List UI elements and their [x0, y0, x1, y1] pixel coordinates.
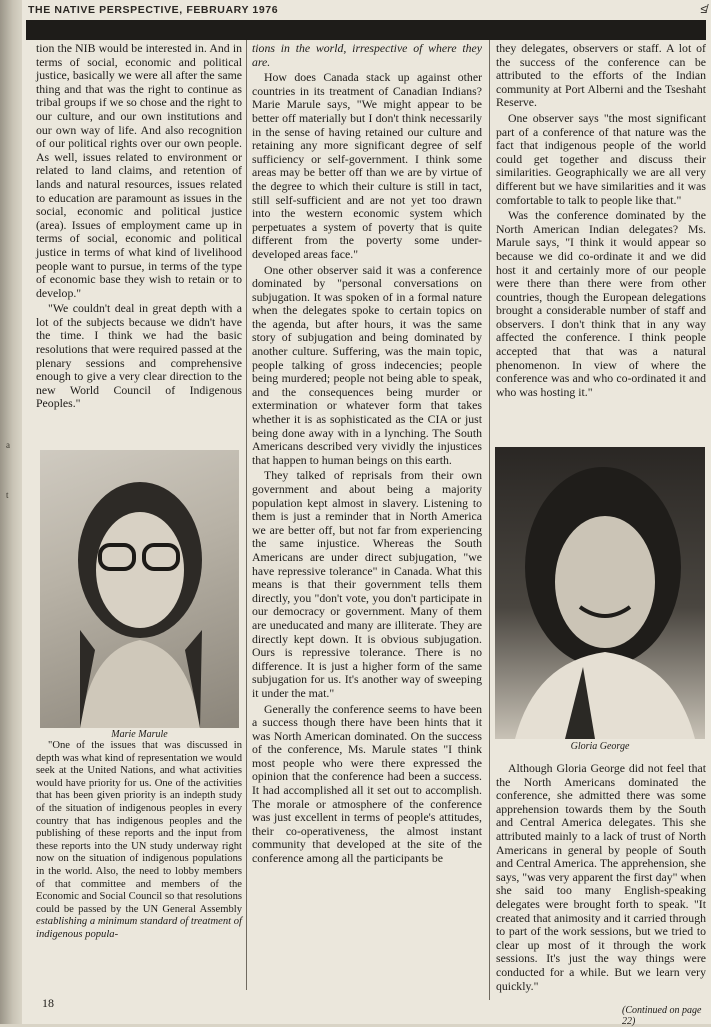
- paragraph: they delegates, observers or staff. A lot of the success of the conference can be attributed to the efforts of the Indian community at Port Alberni and the Tseshaht Reserve.: [496, 41, 706, 110]
- column-1: [36, 42, 242, 413]
- photo-gloria-george: [495, 447, 705, 739]
- continued-note: (Continued on page 22): [622, 1005, 702, 1027]
- photo-caption: Gloria George: [570, 741, 630, 752]
- column-divider: [489, 40, 490, 1000]
- header-bar: [26, 20, 706, 40]
- photo-marie-marule: [40, 450, 239, 728]
- paragraph: tion the NIB would be interested in. And in terms of social, economic and political justice, basically we were all after the same thing and that was the right to continue as tribal groups if we so chose and the right to our culture, and our own institutions and our own way of life. And also recognition of our political rights over our own people. As well, issues related to environment or related to land claims, and retention of lands and natural resources, issues related to education are paramount as issues in the social, economic and political justice (area). Issues of employment came up in terms of social, economic and political justice in terms of what kind of livelihood people want to pursue, in terms of the type of economic base they wish to retain or to develop.": [36, 41, 242, 300]
- column-2: [252, 42, 482, 868]
- paragraph: One observer says "the most significant part of a conference of that nature was the fact that indigenous people of the world could get together and discuss their similarities. Geographically we are all very different but we have similarities and it was comfortable to talk to people like that.": [496, 110, 706, 207]
- paragraph: One other observer said it was a conference dominated by "personal conversations on subjugation. It was spoken of in a formal nature when the delegates spoke to certain topics on the agenda, but after hours, it was the same story of subjugation and being dominated by another culture. Suffering, was the main topic, people talking of gross indecencies; people being murdered; people not being able to speak, and the consequences being murder or extermination or whatever form that takes whether it is as sophisticated as the CIA or just being done away with in a lynching. The South Americans described very vividly the injustices that happen to human beings on this earth.: [252, 262, 482, 467]
- paragraph: "We couldn't deal in great depth with a lot of the subjects because we didn't have the time. I think we had the basic resolutions that were required passed at the plenary sessions and comprehensive enough to give a very clear direction to the new World Council of Indigenous Peoples.": [36, 301, 242, 411]
- running-title: THE NATIVE PERSPECTIVE, FEBRUARY 1976: [28, 4, 279, 16]
- magazine-page: [22, 0, 711, 1027]
- column-3: [496, 42, 706, 401]
- paragraph: They talked of reprisals from their own government and about being a majority population kept almost in slavery. Listening to them is just a reminder that in North America we are better off, but not far from experiencing the same injustice. Whereas the South Americans are under direct subjugation, "we have repressive tolerance" in Canada. What this means is that their government tells them directly, you "don't vote, you don't participate in our democracy or government. Many of them are uneducated and many are illiterate. They are directly kept down. It is obvious subjugation. Ours is repressive tolerance. There is no difference. It is just a higher form of the same subjugation for us. It's another way of sweeping it under the mat.": [252, 468, 482, 700]
- portrait-illustration: [495, 447, 705, 739]
- photo-caption: Marie Marule: [111, 729, 168, 740]
- column-3-lower: [496, 762, 706, 995]
- column-1-lower: [36, 740, 242, 944]
- paragraph: Was the conference dominated by the North American Indian delegates? Ms. Marule says, "I think it would appear so because we did co-ordinate it and we did host it and certainly more of our people were there than there were from other countries, though the European delegations brought a considerable number of staff and observers. I don't think that in any way affected the conference. I think people accepted that that was a natural phenomenon. In view of where the conference was and who co-ordinated it and who was hosting it.": [496, 208, 706, 399]
- paragraph: How does Canada stack up against other countries in its treatment of Canadian Indians? Marie Marule says, "We might appear to be better off materially but I don't think necessarily in the sense of having retained our culture and retaining any more significant degree of self sufficiency or self-government. I think some areas may be better off than we are by virtue of the degree to which their culture is still in tact, still self-sufficient and are not yet too drawn into the western economic system which perpetuates a system of poverty that is quite different from the poverty some under-developed areas face.": [252, 70, 482, 261]
- column-divider: [246, 40, 247, 990]
- corner-mark-icon: ≰: [700, 2, 707, 16]
- portrait-illustration: [40, 450, 239, 728]
- paragraph: Although Gloria George did not feel that the North Americans dominated the conference, she admitted there was some apprehension towards them by the South and Central America delegates. This she attributed mainly to a lack of trust of North Americans in general by people of South and Central America. The apprehension, she says, "was very apparent the first day" when she said too many English-speaking delegates were brought forth to speak. "It created that animosity and it carried through to part of the work sessions, but we tried to clear up most of it through the work sessions. It's just the way things were conducted for a while. But we learn very quickly.": [496, 761, 706, 993]
- page-number: 18: [42, 996, 54, 1010]
- paragraph: "One of the issues that was discussed in depth was what kind of representation we would seek at the United Nations, and what activities would have priority for us. One of the activities that has been given priority is an indepth study of the situation of indigenous peoples in every country that has indigenous peoples and the publishing of these reports and the input from these reports into the UN study underway right now on the situation of indigenous populations in the world. Also, the need to lobby members of that committee and members of the Economic and Social Council so that resolutions could be passed by the UN General Assembly establishing a minimum standard of treatment of indigenous popula-: [36, 740, 242, 940]
- binding-spine: a t: [0, 0, 22, 1024]
- paragraph: tions in the world, irrespective of where they are.: [252, 41, 482, 69]
- paragraph: Generally the conference seems to have been a success though there have been hints that it was North American dominated. On the success of the conference, Ms. Marule states "I think most people who were there expressed the opinion that the conference had been a success. It had accomplished all it set out to accomplish. The morale or atmosphere of the conference was just excellent in terms of people's attitudes, their co-operativeness, the almost instant community that developed at the site of the conference among all the participants be: [252, 701, 482, 866]
